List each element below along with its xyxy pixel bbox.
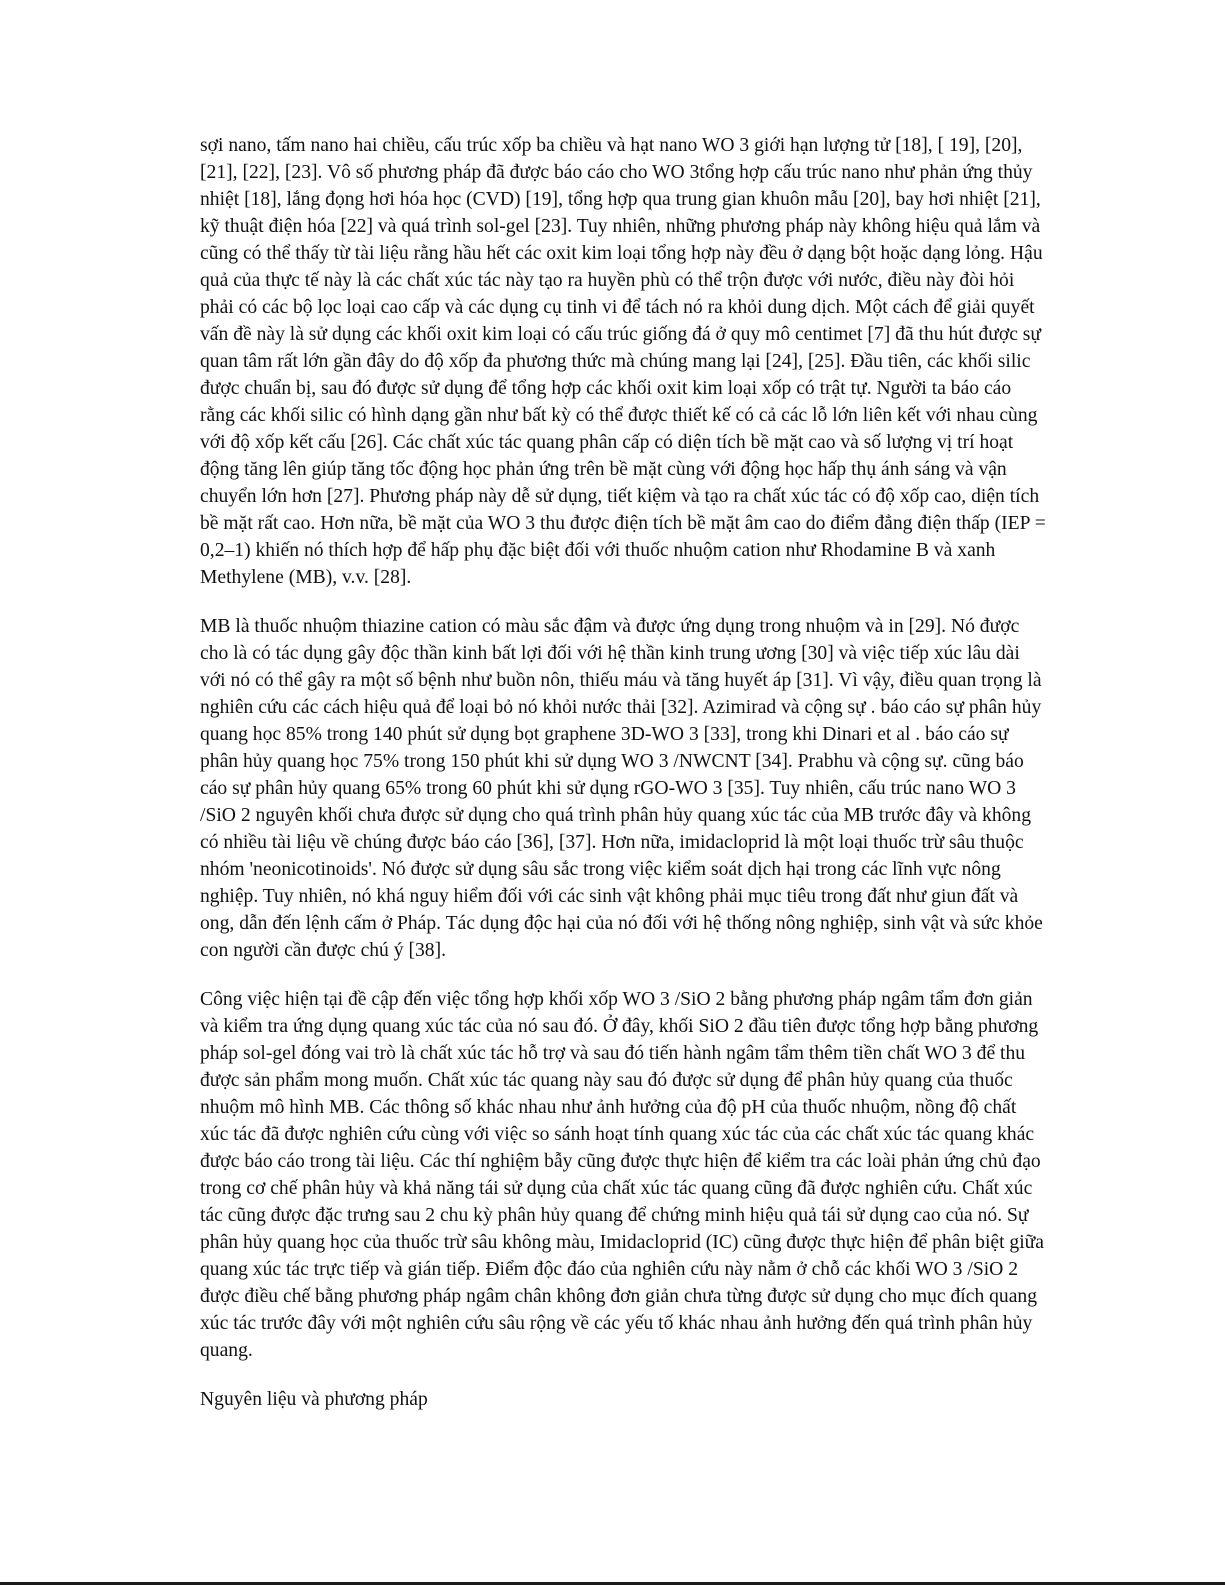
section-heading: Nguyên liệu và phương pháp: [200, 1389, 428, 1410]
paragraph-intro-methods: sợi nano, tấm nano hai chiều, cấu trúc xốp ba chiều và hạt nano WO 3 giới hạn lượng tử [18], [ 19], [20], [21], [22], [23]. Vô số phương pháp đã được báo cáo cho WO 3tổng hợp cấu trúc nano như phản ứng thủy nhiệt [18], lắng đọng hơi hóa học (CVD) [19], tổng hợp qua trung gian khuôn mẫu [20], bay hơi nhiệt [21], kỹ thuật điện hóa [22] và quá trình sol-gel [23]. Tuy nhiên, những phương pháp này không hiệu quả lắm và cũng có thể thấy từ tài liệu rằng hầu hết các oxit kim loại tổng hợp này đều ở dạng bột hoặc dạng lỏng. Hậu quả của thực tế này là các chất xúc tác này tạo ra huyền phù có thể trộn được với nước, điều này đòi hỏi phải có các bộ lọc loại cao cấp và các dụng cụ tinh vi để tách nó ra khỏi dung dịch. Một cách để giải quyết vấn đề này là sử dụng các khối oxit kim loại có cấu trúc giống đá ở quy mô centimet [7] đã thu hút được sự quan tâm rất lớn gần đây do độ xốp đa phương thức mà chúng mang lại [24], [25]. Đầu tiên, các khối silic được chuẩn bị, sau đó được sử dụng để tổng hợp các khối oxit kim loại xốp có trật tự. Người ta báo cáo rằng các khối silic có hình dạng gần như bất kỳ có thể được thiết kế có cả các lỗ lớn liên kết với nhau cùng với độ xốp kết cấu [26]. Các chất xúc tác quang phân cấp có diện tích bề mặt cao và số lượng vị trí hoạt động tăng lên giúp tăng tốc động học phản ứng trên bề mặt cùng với động học hấp thụ ánh sáng và vận chuyển lớn hơn [27]. Phương pháp này dễ sử dụng, tiết kiệm và tạo ra chất xúc tác có độ xốp cao, diện tích bề mặt rất cao. Hơn nữa, bề mặt của WO 3 thu được điện tích bề mặt âm cao do điểm đẳng điện thấp (IEP = 0,2–1) khiến nó thích hợp để hấp phụ đặc biệt đối với thuốc nhuộm cation như Rhodamine B và xanh Methylene (MB), v.v. [28].: [200, 135, 1046, 588]
paragraph-current-work: Công việc hiện tại đề cập đến việc tổng hợp khối xốp WO 3 /SiO 2 bằng phương pháp ngâm tẩm đơn giản và kiểm tra ứng dụng quang xúc tác của nó sau đó. Ở đây, khối SiO 2 đầu tiên được tổng hợp bằng phương pháp sol-gel đóng vai trò là chất xúc tác hỗ trợ và sau đó tiến hành ngâm tẩm thêm tiền chất WO 3 để thu được sản phẩm mong muốn. Chất xúc tác quang này sau đó được sử dụng để phân hủy quang của thuốc nhuộm mô hình MB. Các thông số khác nhau như ảnh hưởng của độ pH của thuốc nhuộm, nồng độ chất xúc tác đã được nghiên cứu cùng với việc so sánh hoạt tính quang xúc tác của các chất xúc tác quang khác được báo cáo trong tài liệu. Các thí nghiệm bẫy cũng được thực hiện để kiểm tra các loài phản ứng chủ đạo trong cơ chế phân hủy và khả năng tái sử dụng của chất xúc tác quang cũng đã được nghiên cứu. Chất xúc tác cũng được đặc trưng sau 2 chu kỳ phân hủy quang để chứng minh hiệu quả tái sử dụng cao của nó. Sự phân hủy quang học của thuốc trừ sâu không màu, Imidacloprid (IC) cũng được thực hiện để phân biệt giữa quang xúc tác trực tiếp và gián tiếp. Điểm độc đáo của nghiên cứu này nằm ở chỗ các khối WO 3 /SiO 2 được điều chế bằng phương pháp ngâm chân không đơn giản chưa từng được sử dụng cho mục đích quang xúc tác trước đây với một nghiên cứu sâu rộng về các yếu tố khác nhau ảnh hưởng đến quá trình phân hủy quang.: [200, 989, 1044, 1361]
paragraph-mb-dye: MB là thuốc nhuộm thiazine cation có màu sắc đậm và được ứng dụng trong nhuộm và in [29]. Nó được cho là có tác dụng gây độc thần kinh bất lợi đối với hệ thần kinh trung ương [30] và việc tiếp xúc lâu dài với nó có thể gây ra một số bệnh như buồn nôn, thiếu máu và tăng huyết áp [31]. Vì vậy, điều quan trọng là nghiên cứu các cách hiệu quả để loại bỏ nó khỏi nước thải [32]. Azimirad và cộng sự . báo cáo sự phân hủy quang học 85% trong 140 phút sử dụng bọt graphene 3D-WO 3 [33], trong khi Dinari et al . báo cáo sự phân hủy quang học 75% trong 150 phút khi sử dụng WO 3 /NWCNT [34]. Prabhu và cộng sự. cũng báo cáo sự phân hủy quang 65% trong 60 phút khi sử dụng rGO-WO 3 [35]. Tuy nhiên, cấu trúc nano WO 3 /SiO 2 nguyên khối chưa được sử dụng cho quá trình phân hủy quang xúc tác của MB trước đây và không có nhiều tài liệu về chúng được báo cáo [36], [37]. Hơn nữa, imidacloprid là một loại thuốc trừ sâu thuộc nhóm 'neonicotinoids'. Nó được sử dụng sâu sắc trong việc kiểm soát dịch hại trong các lĩnh vực nông nghiệp. Tuy nhiên, nó khá nguy hiểm đối với các sinh vật không phải mục tiêu trong đất như giun đất và ong, dẫn đến lệnh cấm ở Pháp. Tác dụng độc hại của nó đối với hệ thống nông nghiệp, sinh vật và sức khỏe con người cần được chú ý [38].: [200, 616, 1043, 961]
document-page: [200, 132, 1046, 1413]
